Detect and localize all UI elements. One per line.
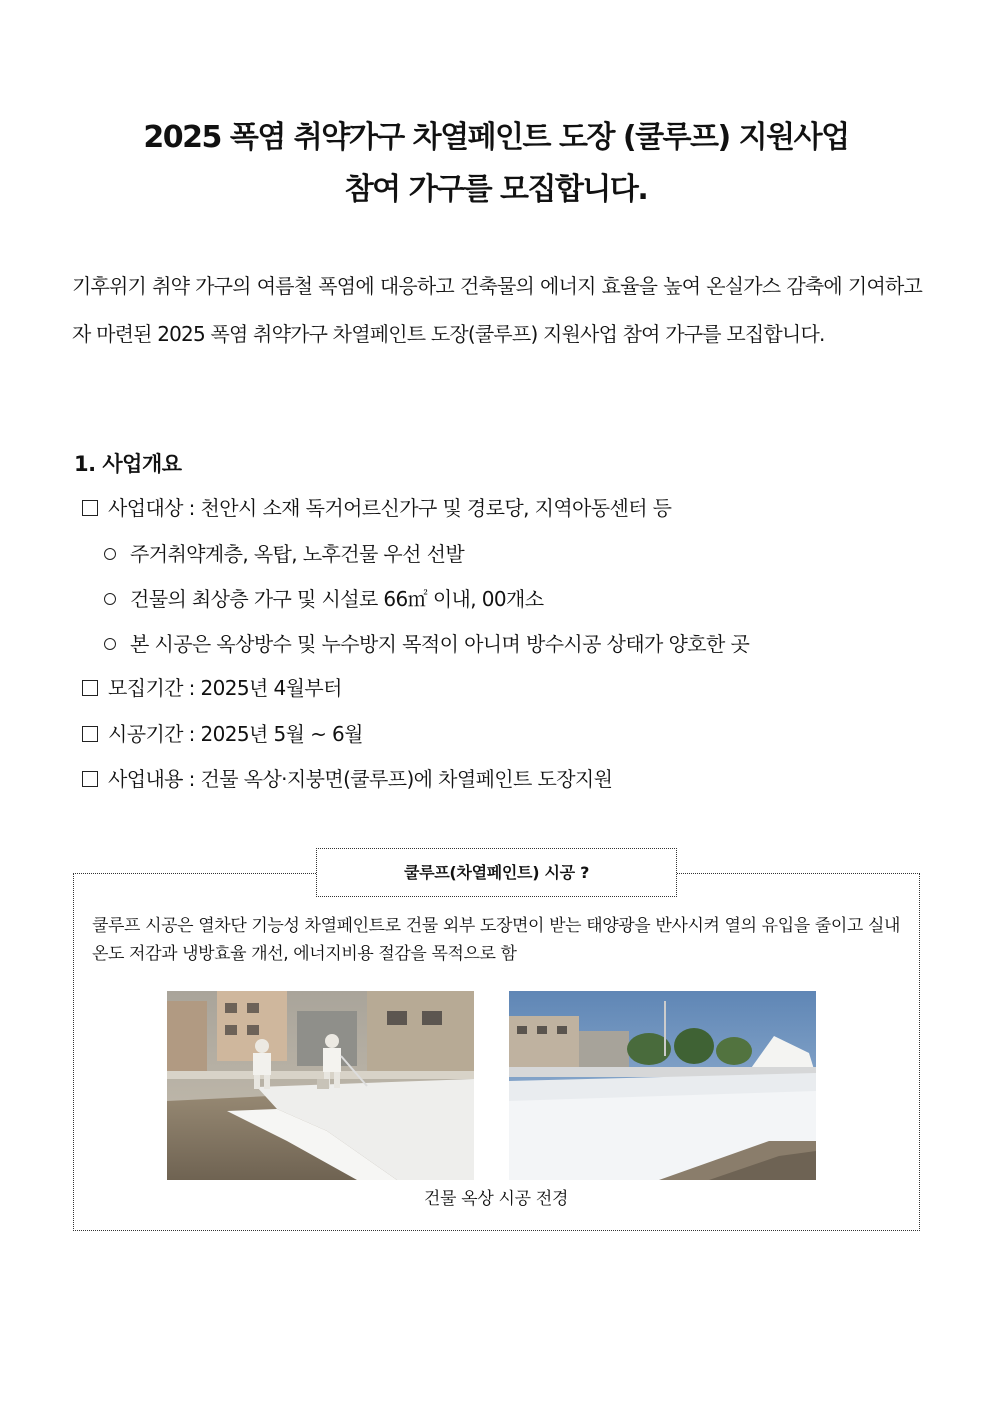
info-box-title: 쿨루프(차열페인트) 시공 ?: [316, 848, 677, 897]
checkbox-square-icon: [82, 500, 98, 516]
sub-item-text: 본 시공은 옥상방수 및 누수방지 목적이 아니며 방수시공 상태가 양호한 곳: [130, 632, 750, 656]
sub-item-text: 건물의 최상층 가구 및 시설로 66㎡ 이내, 00개소: [130, 587, 544, 611]
page-subtitle: 참여 가구를 모집합니다.: [344, 172, 648, 207]
rooftop-painting-photo: [167, 991, 474, 1180]
circle-bullet-icon: [104, 638, 116, 650]
checkbox-square-icon: [82, 771, 98, 787]
sub-item: [104, 583, 543, 615]
item-target-text: 사업대상 : 천안시 소재 독거어르신가구 및 경로당, 지역아동센터 등: [108, 496, 672, 520]
checkbox-square-icon: [82, 726, 98, 742]
item-construction-period: [82, 718, 363, 750]
item-business-content-text: 사업내용 : 건물 옥상·지붕면(쿨루프)에 차열페인트 도장지원: [108, 767, 613, 791]
sub-item-text: 주거취약계층, 옥탑, 노후건물 우선 선발: [130, 542, 465, 566]
item-recruit-period: [82, 672, 342, 704]
item-target: [82, 492, 671, 524]
circle-bullet-icon: [104, 593, 116, 605]
item-business-content: [82, 763, 612, 795]
checkbox-square-icon: [82, 680, 98, 696]
section-heading: 1. 사업개요: [74, 452, 182, 476]
info-box-text: 쿨루프 시공은 열차단 기능성 차열페인트로 건물 외부 도장면이 받는 태양광을 반사시켜 열의 유입을 줄이고 실내온도 저감과 냉방효율 개선, 에너지비용 절감을 목적으로 함: [92, 916, 900, 964]
sub-item: [104, 538, 464, 570]
photo-caption: 건물 옥상 시공 전경: [423, 1189, 569, 1209]
item-construction-period-text: 시공기간 : 2025년 5월 ~ 6월: [108, 722, 363, 746]
painted-rooftop-photo: [509, 991, 816, 1180]
sub-item: [104, 628, 749, 660]
intro-paragraph: 기후위기 취약 가구의 여름철 폭염에 대응하고 건축물의 에너지 효율을 높여 온실가스 감축에 기여하고자 마련된 2025 폭염 취약가구 차열페인트 도장(쿨루프) 지원사업 참여 가구를 모집합니다.: [72, 274, 922, 346]
item-recruit-period-text: 모집기간 : 2025년 4월부터: [108, 676, 342, 700]
circle-bullet-icon: [104, 548, 116, 560]
page-title: 2025 폭염 취약가구 차열페인트 도장 (쿨루프) 지원사업: [143, 120, 849, 155]
